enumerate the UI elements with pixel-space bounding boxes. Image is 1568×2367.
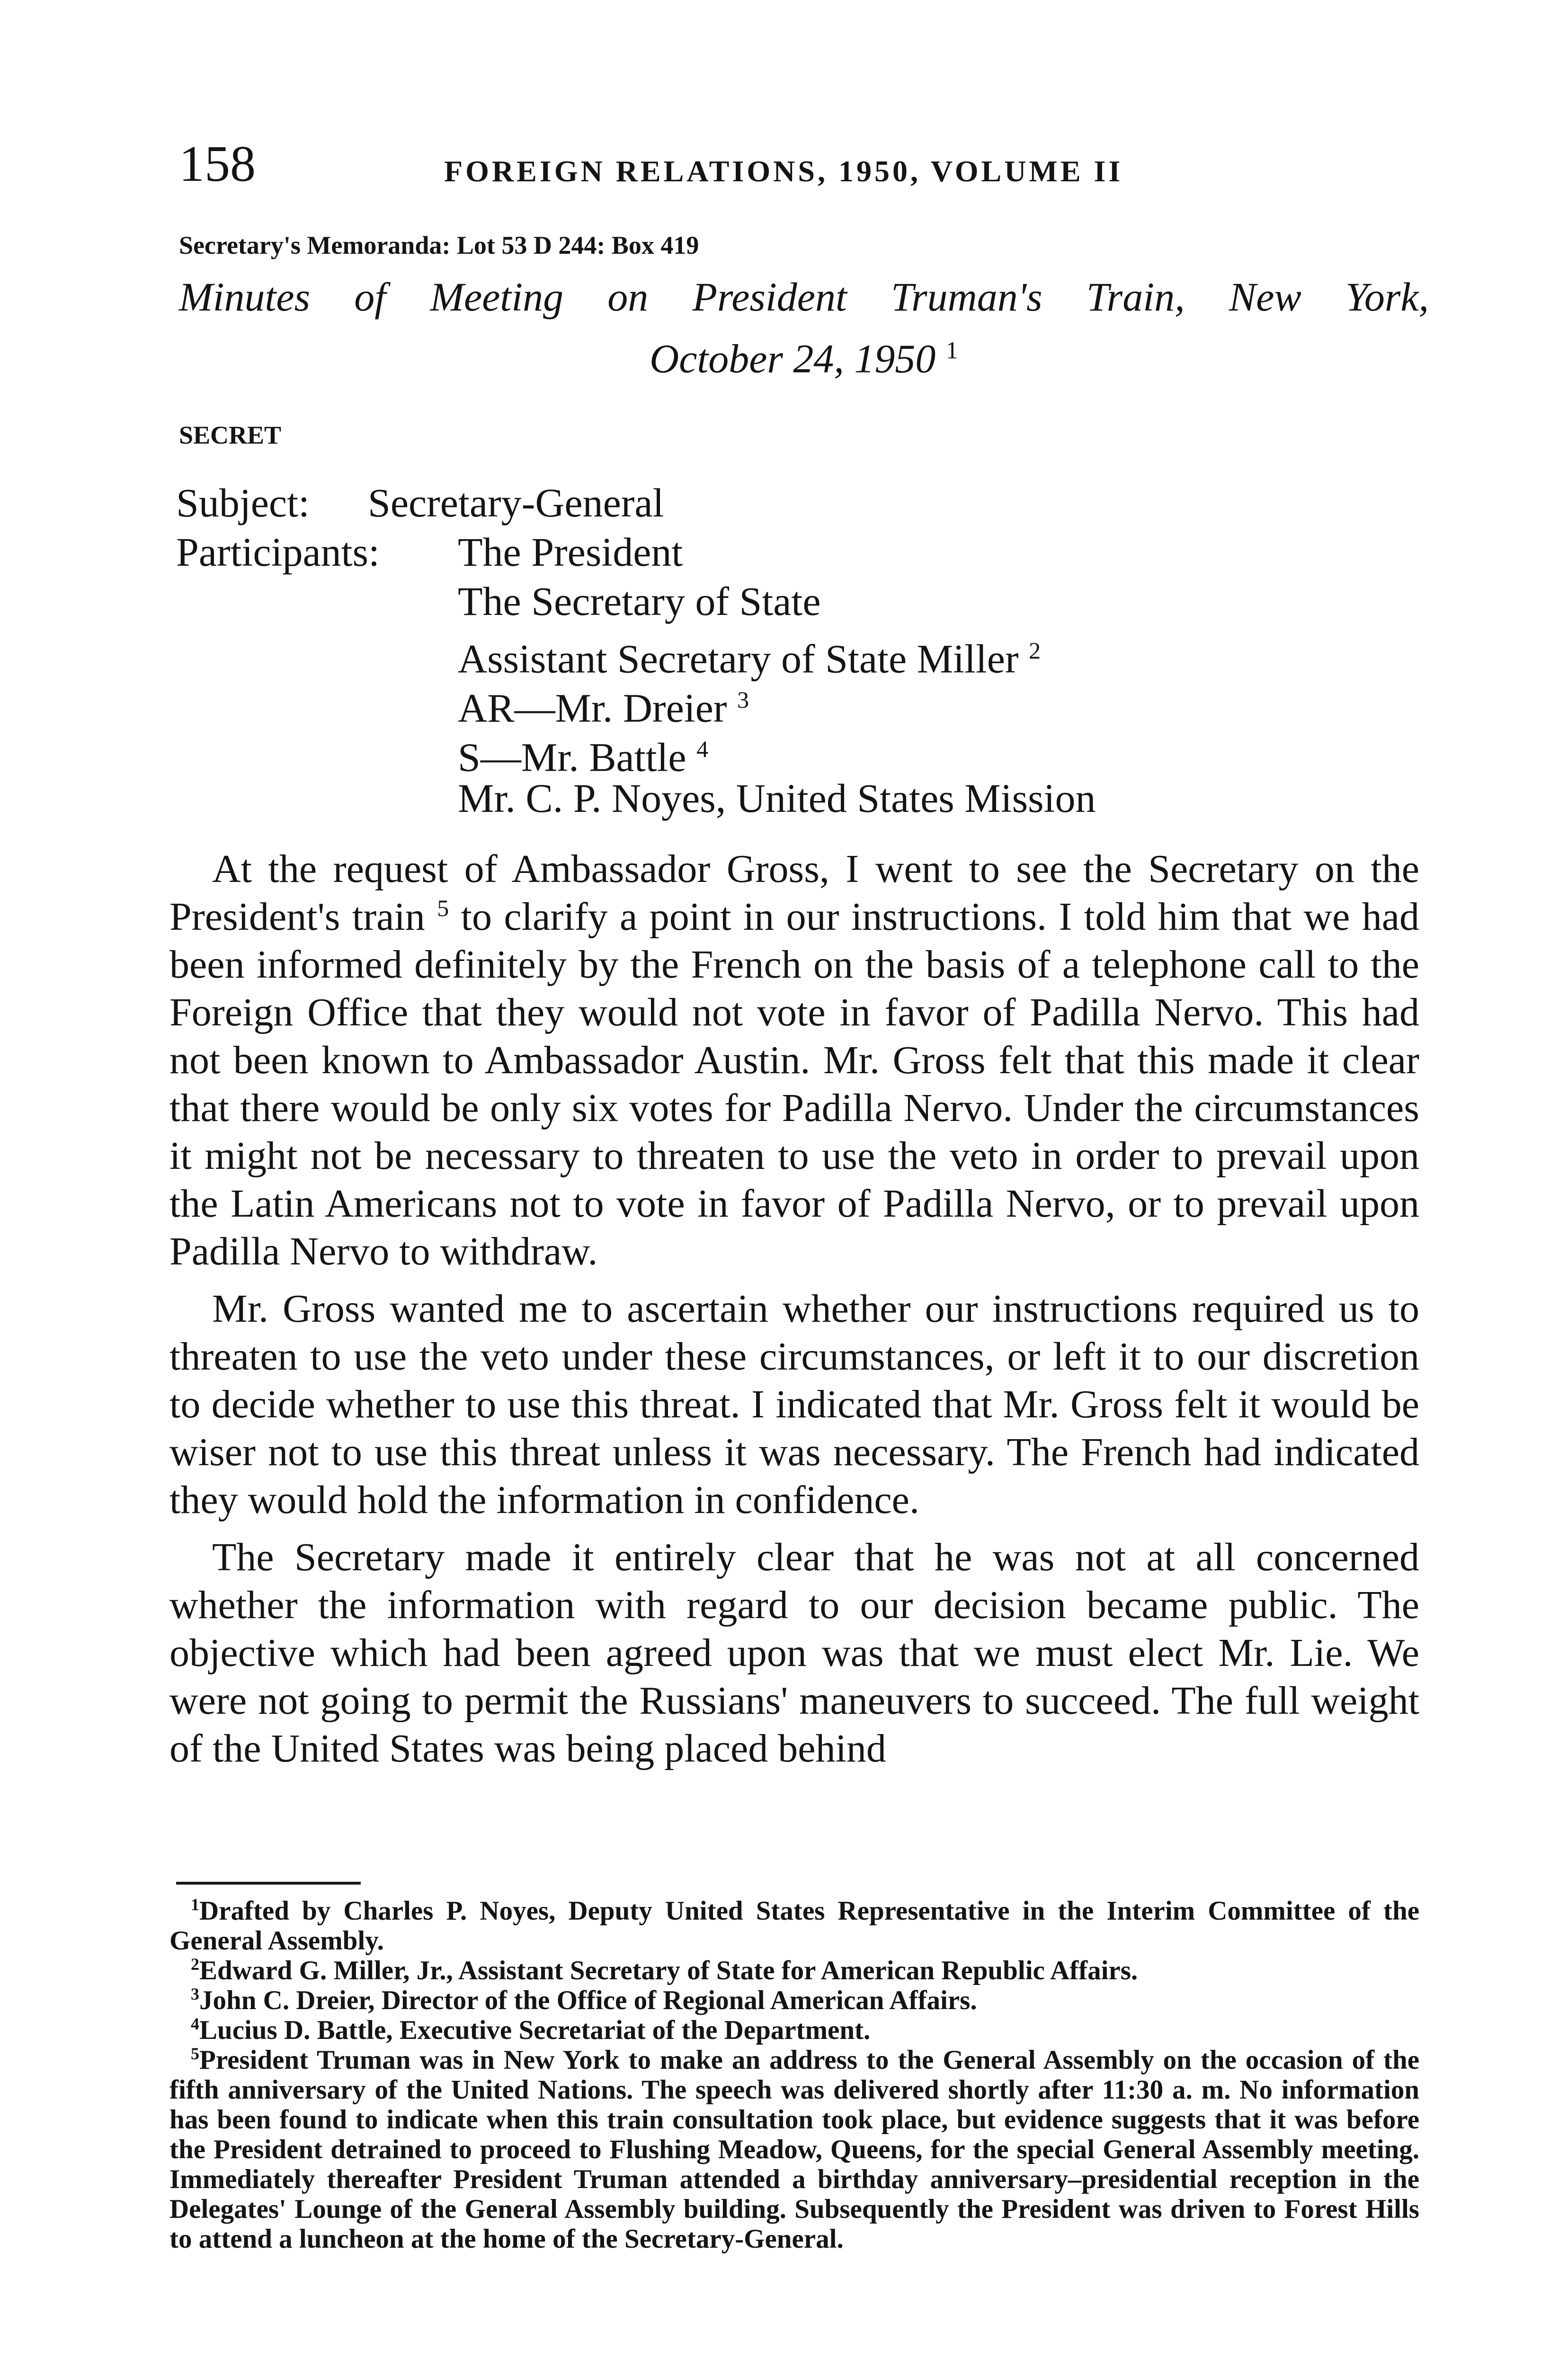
footnote: $^5$President Truman was in New York to make an address to the General Assembly on the occasion of the fifth anniversary of the United Nations. The speech was delivered shortly after 11:30 a. m. No information has been found to indicate when this train consultation took place, but evidence suggests that it was before the President detrained to proceed to Flushing Meadow, Queens, for the special General Assembly meeting. Immediately thereafter President Truman attended a birthday anniversary–presidential reception in the Delegates' Lounge of the General Assembly building. Subsequently the President was driven to Forest Hills to attend a luncheon at the home of the Secretary-General. — [169, 2044, 1419, 2254]
footnote: $^3$John C. Dreier, Director of the Office of Regional American Affairs. — [191, 1984, 977, 2015]
running-title: FOREIGN RELATIONS, 1950, VOLUME II — [444, 154, 1123, 188]
footnote: $^1$Drafted by Charles P. Noyes, Deputy United States Representative in the Interim Committee of the General Assembly. — [169, 1895, 1419, 1956]
memo-body — [169, 845, 1419, 1782]
footnote: $^2$Edward G. Miller, Jr., Assistant Secretary of State for American Republic Affairs. — [191, 1955, 1138, 1985]
footnote-ref: 2 — [1029, 637, 1041, 664]
footnote-ref: 3 — [737, 686, 749, 713]
document-title — [179, 270, 1429, 386]
page-header — [179, 135, 1419, 196]
footnote-ref: 5 — [437, 895, 449, 921]
participant-item: The Secretary of State — [458, 578, 821, 624]
body-paragraph: The Secretary made it entirely clear that he was not at all concerned whether the information with regard to our decision became public. The objective which had been agreed upon was that we must elect Mr. Lie. We were not going to permit the Russians' maneuvers to succeed. The full weight of the United States was being placed behind — [169, 1535, 1419, 1771]
title-line-2 — [179, 324, 1429, 386]
footnote-ref: 1 — [945, 337, 958, 364]
subject-label: Subject: — [176, 480, 310, 525]
body-paragraph: Mr. Gross wanted me to ascertain whether our instructions required us to threaten to use the veto under these circumstances, or left it to our discretion to decide whether to use this threat. I indicated that Mr. Gross felt it would be wiser not to use this threat unless it was necessary. The French had indicated they would hold the information in confidence. — [169, 1287, 1419, 1522]
classification-marking: SECRET — [179, 421, 282, 449]
source-line: Secretary's Memoranda: Lot 53 D 244: Box 419 — [179, 231, 699, 259]
body-paragraph: At the request of Ambassador Gross, I went to see the Secretary on the President's train $^5$ to clarify a point in our instructions. I told him that we had been informed definitely by the French on the basis of a telephone call to the Foreign Office that they would not vote in favor of Padilla Nervo. This had not been known to Ambassador Austin. Mr. Gross felt that this made it clear that there would be only six votes for Padilla Nervo. Under the circumstances it might not be necessary to threaten to use the veto in order to prevail upon the Latin Americans not to vote in favor of Padilla Nervo, or to prevail upon Padilla Nervo to withdraw. — [169, 847, 1419, 1273]
participant-item: The President — [458, 529, 683, 575]
participant-item: S—Mr. Battle $^4$ — [458, 734, 709, 780]
footnotes — [169, 1896, 1419, 2254]
footnote-divider — [176, 1882, 361, 1885]
subject-value: Secretary-General — [368, 480, 664, 525]
title-line-1: Minutes of Meeting on President Truman's Train, New York, — [179, 274, 1429, 320]
participant-item: AR—Mr. Dreier $^3$ — [458, 685, 749, 731]
participant-item: Mr. C. P. Noyes, United States Mission — [458, 775, 1096, 821]
participants-label: Participants: — [176, 529, 380, 575]
footnote-ref: 4 — [696, 736, 709, 762]
participant-item: Assistant Secretary of State Miller $^2$ — [458, 636, 1041, 682]
footnote: $^4$Lucius D. Battle, Executive Secretariat of the Department. — [191, 2014, 871, 2045]
title-date: October 24, 1950 — [650, 336, 936, 382]
page-number: 158 — [179, 136, 256, 192]
